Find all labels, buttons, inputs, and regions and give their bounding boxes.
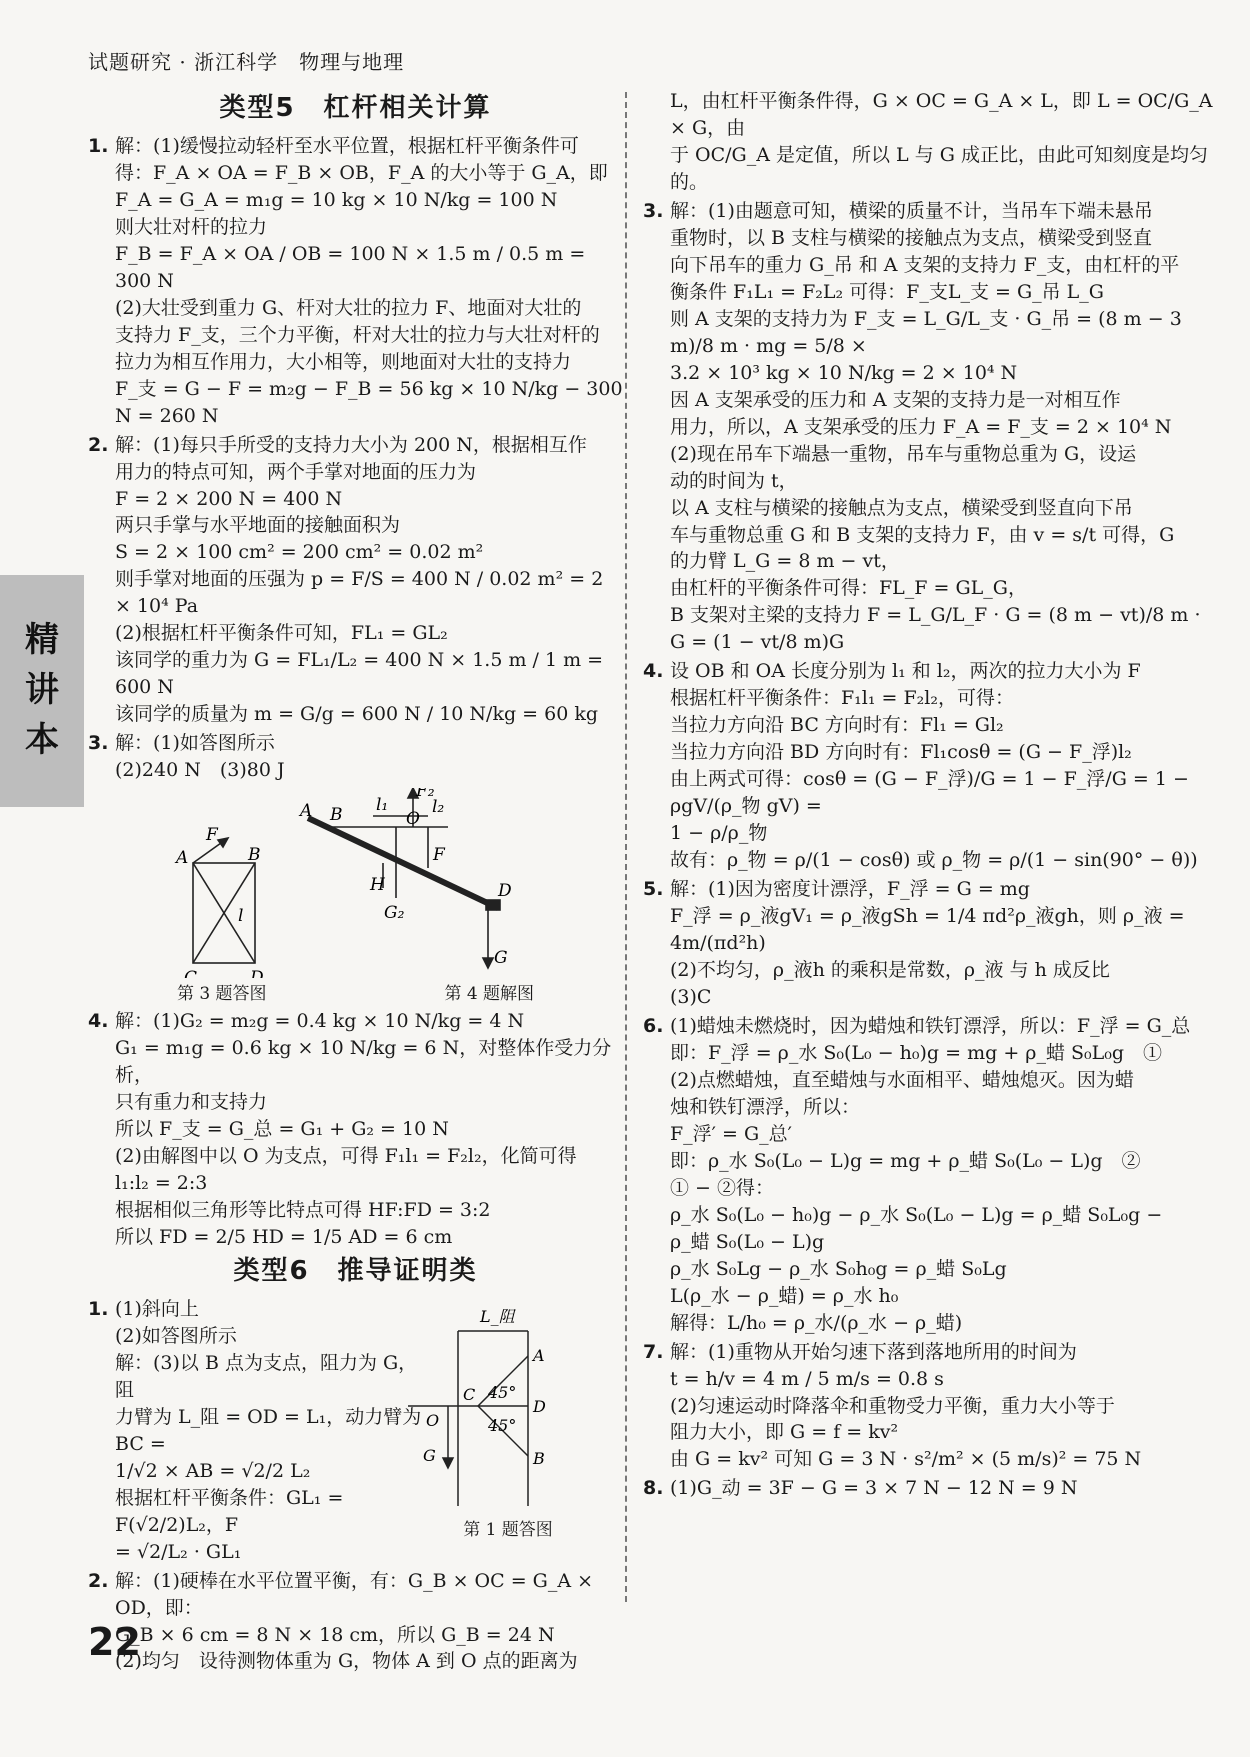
text-line: 该同学的质量为 m = G/g = 600 N / 10 N/kg = 60 kg (115, 703, 599, 726)
text-line: F_B = F_A × OA / OB = 100 N × 1.5 m / 0.5 m = 300 N (115, 242, 586, 292)
t6-q5 (643, 876, 1213, 1011)
text-line: ρ_水 S₀(L₀ − h₀)g − ρ_水 S₀(L₀ − L)g = ρ_蜡 S₀L₀g − (670, 1203, 1163, 1226)
text-line: 则大壮对杆的拉力 (115, 215, 268, 238)
text-line: L(ρ_水 − ρ_蜡) = ρ_水 h₀ (670, 1284, 899, 1307)
text-line: B 支架对主梁的支持力 F = L_G/L_F · G = (8 m − vt)/8 m · G = (1 − vt/8 m)G (670, 604, 1201, 654)
column-divider (625, 92, 627, 1602)
text-line: 解：(1)硬棒在水平位置平衡，有：G_B × OC = G_A × OD，即： (115, 1569, 594, 1619)
text-line: (2)现在吊车下端悬一重物，吊车与重物总重为 G，设运 (670, 442, 1137, 465)
fig3-label: D (250, 968, 264, 979)
text-line: (2)不均匀，ρ_液h 的乘积是常数，ρ_液 与 h 成反比 (670, 959, 1110, 981)
fig3-label: F (206, 825, 218, 846)
text-line: 支持力 F_支，三个力平衡，杆对大壮的拉力与大壮对杆的 (115, 323, 600, 346)
fig-label: A (533, 1345, 545, 1365)
text-line: t = h/v = 4 m / 5 m/s = 0.8 s (670, 1367, 944, 1390)
fig3-label: B (248, 845, 261, 866)
text-line: G₁ = m₁g = 0.6 kg × 10 N/kg = 6 N，对整体作受力分析， (115, 1037, 612, 1087)
fig3-caption: 第 3 题答图 (176, 984, 267, 1005)
fig-label: 45° (488, 1382, 517, 1402)
text-line: (3)C (670, 985, 712, 1008)
text-line: 解：(1)如答图所示 (115, 732, 275, 755)
running-header: 试题研究 · 浙江科学 物理与地理 (88, 50, 405, 74)
t6-q8 (643, 1475, 1213, 1502)
t6-q2 (88, 1568, 623, 1676)
text-line: (2)点燃蜡烛，直至蜡烛与水面相平、蜡烛熄灭。因为蜡 (670, 1068, 1134, 1091)
fig3-arrowhead (218, 838, 228, 847)
text-line: 根据相似三角形等比特点可得 HF:FD = 3:2 (115, 1199, 491, 1222)
t5-q4-num: 4. (88, 1010, 109, 1033)
fig4-label: G (494, 948, 508, 969)
text-line: G_B × 6 cm = 8 N × 18 cm，所以 G_B = 24 N (115, 1623, 555, 1646)
fig4-label: H (370, 875, 385, 896)
text-line: (2)如答图所示 (115, 1324, 237, 1347)
text-line: ρ_蜡 S₀(L₀ − L)g (670, 1230, 825, 1253)
text-line: 则 A 支架的支持力为 F_支 = L_G/L_支 · G_吊 = (8 m − 3 m)/8 m · mg = 5/8 × (670, 307, 1182, 357)
text-line: F_浮′ = G_总′ (670, 1122, 792, 1145)
t5-q3-num: 3. (88, 732, 109, 755)
fig-label: 45° (488, 1415, 517, 1435)
figure-captions (88, 982, 623, 1006)
text-line: 则手掌对地面的压强为 p = F/S = 400 N / 0.02 m² = 2 × 10⁴ Pa (115, 568, 604, 618)
fig4-label: F (433, 845, 445, 866)
text-line: F_支 = G − F = m₂g − F_B = 56 kg × 10 N/kg − 300 N = 260 N (115, 377, 623, 427)
fig3-label: A (176, 848, 189, 869)
text-line: 因 A 支架承受的压力和 A 支架的支持力是一对相互作 (670, 388, 1121, 411)
page-number: 22 (88, 1620, 141, 1664)
side-tab-label: 精讲本 (25, 620, 59, 760)
text-line: 力臂为 L_阻 = OD = L₁，动力臂为 BC = (115, 1405, 422, 1455)
text-line: = √2/L₂ · GL₁ (115, 1540, 242, 1563)
t6-q2-num: 2. (88, 1569, 109, 1592)
t5-q1-num: 1. (88, 134, 109, 157)
text-line: 由杠杆的平衡条件可得：FL_F = GL_G， (670, 577, 1027, 600)
text-line: 衡条件 F₁L₁ = F₂L₂ 可得：F_支L_支 = G_吊 L_G (670, 280, 1104, 303)
text-line: (2)由解图中以 O 为支点，可得 F₁l₁ = F₂l₂，化简可得 (115, 1145, 577, 1168)
text-line: (2)240 N (3)80 J (115, 759, 285, 782)
text-line: 解得：L/h₀ = ρ_水/(ρ_水 − ρ_蜡) (670, 1311, 963, 1334)
figures-q3-q4 (88, 788, 623, 1006)
text-line: ① − ②得： (670, 1176, 774, 1199)
text-line: (2)匀速运动时降落伞和重物受力平衡，重力大小等于 (670, 1394, 1115, 1417)
fig4-label: D (498, 881, 512, 902)
lever-diagrams (88, 788, 608, 978)
text-line: 设 OB 和 OA 长度分别为 l₁ 和 l₂，两次的拉力大小为 F (670, 660, 1141, 683)
fig3-label: l (238, 906, 244, 927)
fig4-label: l₁ (376, 795, 389, 816)
t6-q1-num: 1. (88, 1297, 109, 1320)
text-line: 解：(3)以 B 点为支点，阻力为 G，阻 (115, 1351, 418, 1401)
text-line: (2)大壮受到重力 G、杆对大壮的拉力 F、地面对大壮的 (115, 296, 582, 319)
t6-q3 (643, 198, 1213, 656)
t6-q5-num: 5. (643, 878, 664, 901)
fig4-label: F₂ (416, 788, 435, 802)
t5-q2 (88, 432, 623, 729)
fig4-weight (486, 900, 500, 910)
t6-q4-num: 4. (643, 660, 664, 683)
text-line: 解：(1)G₂ = m₂g = 0.4 kg × 10 N/kg = 4 N (115, 1010, 525, 1033)
fig4-arrowhead (483, 958, 493, 968)
text-line: S = 2 × 100 cm² = 200 cm² = 0.02 m² (115, 541, 484, 564)
text-line: 只有重力和支持力 (115, 1091, 268, 1114)
fig4-label: l₂ (432, 797, 445, 818)
text-line: 重物时，以 B 支柱与横梁的接触点为支点，横梁受到竖直 (670, 226, 1153, 249)
text-line: F_浮 = ρ_液gV₁ = ρ_液gSh = 1/4 πd²ρ_液gh，则 ρ_液 = 4m/(πd²h) (670, 905, 1185, 955)
text-line: 的力臂 L_G = 8 m − vt， (670, 550, 900, 573)
fig-label: C (463, 1384, 476, 1404)
text-line: 拉力为相互作用力，大小相等，则地面对大壮的支持力 (115, 350, 572, 373)
text-line: 解：(1)每只手所受的支持力大小为 200 N，根据相互作 (115, 433, 587, 456)
fig-label: D (533, 1396, 546, 1416)
text-line: 解：(1)因为密度计漂浮，F_浮 = G = mg (670, 878, 1030, 901)
fig-arrowhead (443, 1458, 453, 1468)
t6-q7-num: 7. (643, 1340, 664, 1363)
text-line: (1)斜向上 (115, 1297, 199, 1320)
t5-q3 (88, 730, 623, 784)
text-line: 由上两式可得：cosθ = (G − F_浮)/G = 1 − F_浮/G = 1 − ρgV/(ρ_物 gV) = (670, 768, 1189, 818)
fig-label: B (533, 1448, 545, 1468)
t6-q7 (643, 1339, 1213, 1474)
text-line: 解：(1)由题意可知，横梁的质量不计，当吊车下端未悬吊 (670, 199, 1153, 222)
text-line: F = 2 × 200 N = 400 N (115, 487, 343, 510)
fig3-box-diagram (193, 838, 255, 963)
fig-label: O (426, 1410, 440, 1430)
text-line: 向下吊车的重力 G_吊 和 A 支架的支持力 F_支，由杠杆的平 (670, 253, 1180, 276)
type5-title: 类型5 杠杆相关计算 (219, 93, 492, 123)
text-line: 1/√2 × AB = √2/2 L₂ (115, 1459, 311, 1482)
fig4-caption: 第 4 题解图 (444, 984, 535, 1005)
t5-q2-num: 2. (88, 433, 109, 456)
t6-q3-num: 3. (643, 199, 664, 222)
text-line: 故有：ρ_物 = ρ/(1 − cosθ) 或 ρ_物 = ρ/(1 − sin(90° − θ)) (670, 849, 1198, 872)
type6-title: 类型6 推导证明类 (233, 1255, 478, 1286)
fig-label: L_阻 (480, 1306, 515, 1326)
text-line: 用力的特点可知，两个手掌对地面的压力为 (115, 460, 477, 483)
t6-q4 (643, 658, 1213, 874)
text-line: 所以 F_支 = G_总 = G₁ + G₂ = 10 N (115, 1118, 449, 1141)
t5-q4 (88, 1008, 623, 1251)
text-line: 根据杠杆平衡条件：F₁l₁ = F₂l₂，可得： (670, 687, 1014, 710)
text-line: 3.2 × 10³ kg × 10 N/kg = 2 × 10⁴ N (670, 361, 1018, 384)
section-side-tab (0, 575, 84, 807)
text-line: 根据杠杆平衡条件：GL₁ = F(√2/2)L₂，F (115, 1486, 344, 1536)
text-line: 动的时间为 t， (670, 469, 798, 492)
text-line: l₁:l₂ = 2:3 (115, 1172, 208, 1195)
text-line: 得：F_A × OA = F_B × OB，F_A 的大小等于 G_A，即 (115, 161, 608, 184)
fig4-rod (308, 818, 498, 908)
text-line: 于 OC/G_A 是定值，所以 L 与 G 成正比，由此可知刻度是均匀 (670, 143, 1208, 166)
text-line: 阻力大小，即 G = f = kv² (670, 1421, 899, 1444)
text-line: 解：(1)缓慢拉动轻杆至水平位置，根据杠杆平衡条件可 (115, 134, 579, 157)
fig4-label: O (406, 809, 420, 830)
right-column (643, 88, 1213, 1504)
text-line: 即：F_浮 = ρ_水 S₀(L₀ − h₀)g = mg + ρ_蜡 S₀L₀g ① (670, 1041, 1163, 1064)
fig4-label: G₂ (384, 903, 405, 924)
text-line: (1)蜡烛未燃烧时，因为蜡烛和铁钉漂浮，所以：F_浮 = G_总 (670, 1014, 1191, 1037)
t6-q1-fig-caption: 第 1 题答图 (463, 1519, 553, 1540)
t6-q6-num: 6. (643, 1014, 664, 1037)
text-line: 两只手掌与水平地面的接触面积为 (115, 514, 401, 537)
text-line: ρ_水 S₀Lg − ρ_水 S₀h₀g = ρ_蜡 S₀Lg (670, 1257, 1007, 1280)
text-line: 由 G = kv² 可知 G = 3 N · s²/m² × (5 m/s)² = 75 N (670, 1448, 1142, 1471)
t5-q1 (88, 133, 623, 430)
text-line: 即：ρ_水 S₀(L₀ − L)g = mg + ρ_蜡 S₀(L₀ − L)g ② (670, 1149, 1141, 1172)
fig3-label: C (184, 968, 198, 979)
text-line: (1)G_动 = 3F − G = 3 × 7 N − 12 N = 9 N (670, 1477, 1078, 1500)
text-line: 车与重物总重 G 和 B 支架的支持力 F，由 v = s/t 可得，G (670, 523, 1175, 546)
text-line: 该同学的重力为 G = FL₁/L₂ = 400 N × 1.5 m / 1 m = 600 N (115, 649, 604, 699)
t6-q6 (643, 1013, 1213, 1337)
left-column (88, 88, 623, 1677)
text-line: 以 A 支柱与横梁的接触点为支点，横梁受到竖直向下吊 (670, 496, 1133, 519)
text-line: 用力，所以，A 支架承受的压力 F_A = F_支 = 2 × 10⁴ N (670, 415, 1172, 438)
text-line: L，由杠杆平衡条件得，G × OC = G_A × L，即 L = OC/G_A × G，由 (670, 90, 1213, 139)
text-line: 的。 (670, 170, 709, 193)
t6-q1 (88, 1296, 623, 1566)
text-line: 解：(1)重物从开始匀速下落到落地所用的时间为 (670, 1340, 1077, 1363)
t6-q2-continued (643, 88, 1213, 196)
text-line: 当拉力方向沿 BD 方向时有：Fl₁cosθ = (G − F_浮)l₂ (670, 741, 1132, 764)
text-line: 所以 FD = 2/5 HD = 1/5 AD = 6 cm (115, 1226, 453, 1248)
text-line: 当拉力方向沿 BC 方向时有：Fl₁ = Gl₂ (670, 714, 1004, 737)
fig4-label: A (300, 801, 313, 822)
text-line: 烛和铁钉漂浮，所以： (670, 1095, 861, 1118)
text-line: (2)根据杠杆平衡条件可知，FL₁ = GL₂ (115, 622, 448, 645)
text-line: 1 − ρ/ρ_物 (670, 822, 768, 845)
text-line: (2)均匀 设待测物体重为 G，物体 A 到 O 点的距离为 (115, 1650, 578, 1673)
fig-label: G (423, 1445, 436, 1465)
fig4-label: B (330, 805, 343, 826)
door-lever-diagram (408, 1296, 608, 1516)
text-line: F_A = G_A = m₁g = 10 kg × 10 N/kg = 100 N (115, 188, 558, 211)
t6-q1-figure (408, 1296, 608, 1542)
t6-q8-num: 8. (643, 1477, 664, 1500)
